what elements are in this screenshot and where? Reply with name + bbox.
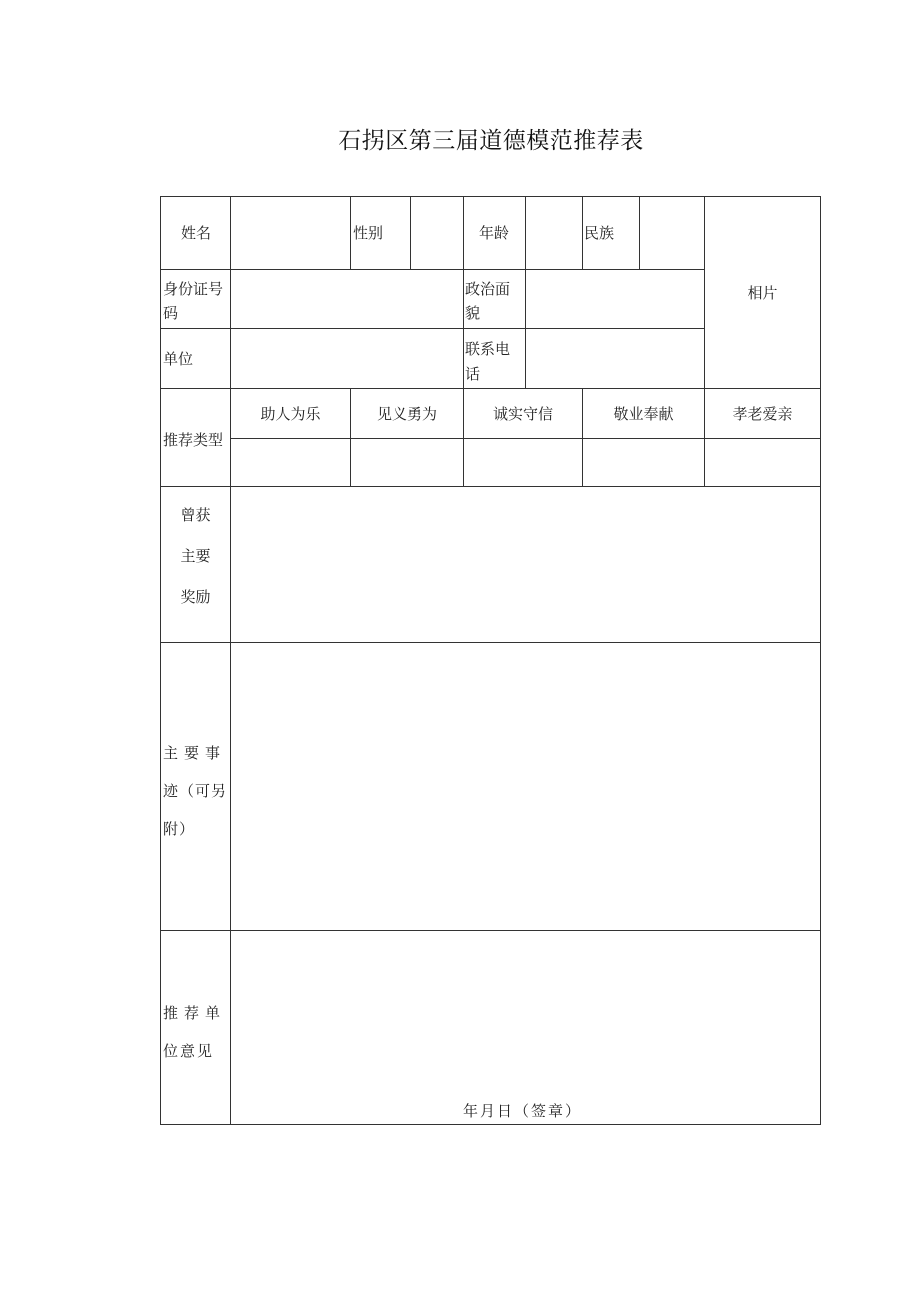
main-deeds-label bbox=[163, 734, 227, 848]
type-helping-others: 助人为乐 bbox=[260, 405, 321, 423]
signature-date-line: 年月日（签章） bbox=[462, 1102, 582, 1120]
phone-label-line1: 联系电 bbox=[465, 340, 511, 358]
main-deeds-input-cell[interactable] bbox=[231, 643, 820, 930]
age-label: 年龄 bbox=[479, 224, 510, 242]
name-input-cell[interactable] bbox=[231, 197, 350, 269]
opinion-label-line: 位意见 bbox=[163, 1042, 215, 1060]
awards-label-line: 主要 bbox=[180, 547, 211, 565]
ethnicity-label: 民族 bbox=[584, 224, 615, 242]
main-deeds-label-line: 附） bbox=[163, 820, 196, 838]
phone-label-line2: 话 bbox=[465, 365, 481, 383]
column-divider bbox=[582, 197, 583, 269]
type-check-cell[interactable] bbox=[351, 439, 463, 486]
awards-input-cell[interactable] bbox=[231, 487, 820, 642]
unit-label: 单位 bbox=[163, 350, 194, 368]
gender-label: 性别 bbox=[353, 224, 384, 242]
type-bravery: 见义勇为 bbox=[376, 405, 437, 423]
main-deeds-label-line: 迹（可另 bbox=[163, 782, 228, 800]
type-dedication: 敬业奉献 bbox=[613, 405, 674, 423]
recommendation-form bbox=[160, 196, 821, 1125]
political-status-label-line1: 政治面 bbox=[465, 280, 511, 298]
awards-label-line: 曾获 bbox=[180, 506, 211, 524]
political-status-label-line2: 貌 bbox=[465, 304, 481, 322]
type-honesty: 诚实守信 bbox=[492, 405, 553, 423]
awards-label-line: 奖励 bbox=[180, 588, 211, 606]
id-number-label-line1: 身份证号 bbox=[163, 280, 224, 298]
type-filial-piety: 孝老爱亲 bbox=[732, 405, 793, 423]
type-check-cell[interactable] bbox=[705, 439, 820, 486]
age-input-cell[interactable] bbox=[526, 197, 582, 269]
ethnicity-input-cell[interactable] bbox=[640, 197, 704, 269]
opinion-input-cell[interactable] bbox=[231, 931, 820, 1086]
recommendation-type-label: 推荐类型 bbox=[163, 431, 224, 449]
recommending-unit-opinion-label bbox=[163, 994, 226, 1070]
type-check-cell[interactable] bbox=[583, 439, 704, 486]
photo-label: 相片 bbox=[747, 284, 778, 302]
phone-input-cell[interactable] bbox=[526, 329, 704, 388]
type-check-cell[interactable] bbox=[464, 439, 582, 486]
unit-input-cell[interactable] bbox=[231, 329, 463, 388]
opinion-label-line: 推荐单 bbox=[163, 1004, 227, 1022]
type-check-cell[interactable] bbox=[231, 439, 350, 486]
column-divider bbox=[350, 197, 351, 269]
gender-input-cell[interactable] bbox=[411, 197, 463, 269]
column-divider bbox=[463, 197, 464, 388]
political-status-input-cell[interactable] bbox=[526, 270, 704, 328]
row-divider bbox=[161, 388, 820, 389]
id-number-label-line2: 码 bbox=[163, 304, 179, 322]
awards-label bbox=[161, 495, 230, 618]
page-title: 石拐区第三届道德模范推荐表 bbox=[338, 128, 644, 154]
name-label: 姓名 bbox=[181, 224, 212, 242]
main-deeds-label-line: 主要事 bbox=[163, 744, 227, 762]
id-number-input-cell[interactable] bbox=[231, 270, 463, 328]
